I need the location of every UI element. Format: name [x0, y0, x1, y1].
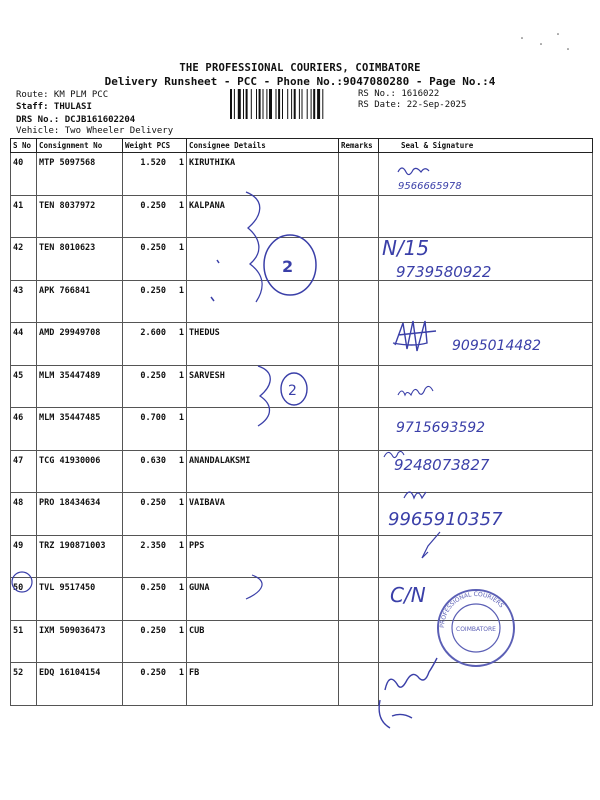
- col-consignment: Consignment No: [37, 139, 123, 153]
- row-consignee: [187, 408, 339, 451]
- table-row: [11, 153, 593, 196]
- col-consignee: Consignee Details: [187, 139, 339, 153]
- barcode-bar: [276, 89, 277, 119]
- row-weight: 2.350: [140, 540, 166, 551]
- row-sno: 43: [11, 280, 37, 323]
- row-consignment-no: EDQ 16104154: [37, 663, 123, 706]
- row-consignee: KALPANA: [187, 195, 339, 238]
- row-pcs: 1: [178, 625, 184, 636]
- row-sno: 42: [11, 238, 37, 281]
- barcode-bar: [259, 89, 261, 119]
- row-remarks: [339, 450, 379, 493]
- row-sno: 49: [11, 535, 37, 578]
- table-row: [11, 365, 593, 408]
- barcode-bar: [256, 89, 257, 119]
- table-row: [11, 578, 593, 621]
- runsheet-table: [10, 138, 593, 706]
- barcode-bar: [278, 89, 280, 119]
- row-sno: 46: [11, 408, 37, 451]
- row-weight: 2.600: [140, 328, 166, 338]
- row-sno: 51: [11, 620, 37, 663]
- barcode-bar: [251, 89, 252, 119]
- row-weight: 0.250: [140, 625, 166, 636]
- row-weight: 0.250: [140, 200, 166, 211]
- row-pcs: 1: [178, 455, 184, 466]
- remark-50: C/N: [390, 583, 426, 607]
- row-sno: 45: [11, 365, 37, 408]
- row-pcs: 1: [178, 540, 184, 551]
- barcode-bar: [269, 89, 272, 119]
- row-seal-signature: [379, 535, 593, 578]
- row-consignee: FB: [187, 663, 339, 706]
- barcode-bar: [266, 89, 267, 119]
- row-consignment-no: MTP 5097568: [37, 153, 123, 196]
- row-remarks: [339, 153, 379, 196]
- barcode-bar: [282, 89, 283, 119]
- speck: [557, 33, 559, 35]
- barcode-bar: [238, 89, 241, 119]
- row-remarks: [339, 493, 379, 536]
- row-pcs: 1: [178, 413, 184, 423]
- row-pcs: 1: [178, 200, 184, 211]
- row-weight-pcs: [123, 663, 187, 706]
- row-pcs: 1: [178, 158, 184, 168]
- col-remarks: Remarks: [339, 139, 379, 153]
- row-consignment-no: TVL 9517450: [37, 578, 123, 621]
- barcode-bar: [302, 89, 303, 119]
- barcode-bar: [243, 89, 244, 119]
- table-row: [11, 620, 593, 663]
- row-consignee: CUB: [187, 620, 339, 663]
- row-remarks: [339, 620, 379, 663]
- barcode-bar: [299, 89, 300, 119]
- row-seal-signature: [379, 323, 593, 366]
- row-remarks: [339, 365, 379, 408]
- row-seal-signature: [379, 450, 593, 493]
- row-consignee: THEDUS: [187, 323, 339, 366]
- row-pcs: 1: [178, 498, 184, 508]
- barcode-bar: [246, 89, 248, 119]
- speck: [521, 37, 523, 39]
- phone-48: 9965910357: [388, 509, 503, 530]
- row-consignee: PPS: [187, 535, 339, 578]
- row-pcs: 1: [178, 285, 184, 296]
- row-seal-signature: [379, 153, 593, 196]
- row-consignment-no: TRZ 190871003: [37, 535, 123, 578]
- row-consignment-no: AMD 29949708: [37, 323, 123, 366]
- row-weight-pcs: [123, 280, 187, 323]
- row-weight-pcs: [123, 535, 187, 578]
- row-weight-pcs: [123, 450, 187, 493]
- rs-date: RS Date: 22-Sep-2025: [358, 100, 467, 110]
- row-sno: 52: [11, 663, 37, 706]
- row-consignee: ANANDALAKSMI: [187, 450, 339, 493]
- phone-47: 9248073827: [394, 456, 490, 474]
- row-sno: 47: [11, 450, 37, 493]
- phone-42: 9739580922: [396, 263, 492, 281]
- row-seal-signature: [379, 408, 593, 451]
- barcode-bar: [291, 89, 292, 119]
- row-sno: 48: [11, 493, 37, 536]
- row-consignee: [187, 280, 339, 323]
- row-seal-signature: [379, 620, 593, 663]
- row-pcs: 1: [178, 243, 184, 253]
- barcode-bar: [307, 89, 308, 119]
- row-consignment-no: MLM 35447489: [37, 365, 123, 408]
- stamp-ring-text: PROFESSIONAL COURIERS: [438, 590, 505, 629]
- row-weight-pcs: [123, 578, 187, 621]
- row-weight: 0.630: [140, 455, 166, 466]
- stamp-center-text: COIMBATORE: [456, 626, 496, 633]
- row-weight-pcs: [123, 408, 187, 451]
- row-consignment-no: PRO 18434634: [37, 493, 123, 536]
- row-consignment-no: TEN 8037972: [37, 195, 123, 238]
- row-weight: 0.700: [140, 413, 166, 423]
- row-weight-pcs: [123, 365, 187, 408]
- row-consignee: VAIBAVA: [187, 493, 339, 536]
- row-sno: 44: [11, 323, 37, 366]
- row-consignment-no: APK 766841: [37, 280, 123, 323]
- col-seal-signature: Seal & Signature: [379, 139, 593, 153]
- circle-number-a: 2: [282, 257, 294, 276]
- runsheet-subtitle: Delivery Runsheet - PCC - Phone No.:9047080280 - Page No.:4: [104, 75, 496, 88]
- table-header-row: [11, 139, 593, 153]
- row-weight: 0.250: [140, 370, 166, 381]
- row-seal-signature: [379, 493, 593, 536]
- row-remarks: [339, 663, 379, 706]
- row-pcs: 1: [178, 668, 184, 678]
- vehicle-label: Vehicle: Two Wheeler Delivery: [16, 126, 174, 136]
- row-remarks: [339, 535, 379, 578]
- speck: [567, 48, 569, 50]
- row-sno: 40: [11, 153, 37, 196]
- row-consignment-no: TCG 41930006: [37, 450, 123, 493]
- row-seal-signature: [379, 578, 593, 621]
- rs-number: RS No.: 1616022: [358, 89, 440, 99]
- speck: [540, 43, 542, 45]
- company-title: THE PROFESSIONAL COURIERS, COIMBATORE: [179, 62, 421, 74]
- row-weight: 0.250: [140, 498, 166, 508]
- row-weight: 1.520: [140, 158, 166, 168]
- table-row: [11, 408, 593, 451]
- barcode-bar: [294, 89, 296, 119]
- row-remarks: [339, 578, 379, 621]
- col-sno: S No: [11, 139, 37, 153]
- row-seal-signature: [379, 238, 593, 281]
- row-weight-pcs: [123, 195, 187, 238]
- table-row: [11, 493, 593, 536]
- barcode-bar: [317, 89, 320, 119]
- row-weight-pcs: [123, 323, 187, 366]
- barcode-bar: [263, 89, 264, 119]
- row-consignee: SARVESH: [187, 365, 339, 408]
- barcode-bar: [230, 89, 232, 119]
- phone-40: 9566665978: [398, 181, 462, 192]
- row-sno: 50: [11, 578, 37, 621]
- barcode-bar: [322, 89, 323, 119]
- barcode-bar: [313, 89, 315, 119]
- route-label: Route: KM PLM PCC: [16, 90, 109, 100]
- row-weight: 0.250: [140, 583, 166, 593]
- row-sno: 41: [11, 195, 37, 238]
- row-consignee: GUNA: [187, 578, 339, 621]
- table-row: [11, 450, 593, 493]
- row-consignment-no: MLM 35447485: [37, 408, 123, 451]
- circle-number-b: 2: [288, 383, 297, 399]
- row-consignment-no: TEN 8010623: [37, 238, 123, 281]
- row-consignee: KIRUTHIKA: [187, 153, 339, 196]
- table-row: [11, 238, 593, 281]
- table-row: [11, 280, 593, 323]
- phone-46: 9715693592: [396, 420, 486, 436]
- row-weight-pcs: [123, 620, 187, 663]
- row-consignment-no: IXM 509036473: [37, 620, 123, 663]
- table-row: [11, 535, 593, 578]
- row-remarks: [339, 323, 379, 366]
- row-remarks: [339, 238, 379, 281]
- staff-label: Staff: THULASI: [16, 102, 92, 112]
- row-pcs: 1: [178, 328, 184, 338]
- row-weight-pcs: [123, 238, 187, 281]
- row-remarks: [339, 280, 379, 323]
- barcode-bar: [311, 89, 312, 119]
- row-pcs: 1: [178, 370, 184, 381]
- row-weight: 0.250: [140, 243, 166, 253]
- remark-42: N/15: [382, 236, 430, 260]
- barcode: [230, 89, 355, 119]
- barcode-bar: [234, 89, 235, 119]
- row-weight-pcs: [123, 153, 187, 196]
- col-weight-pcs: Weight PCS: [123, 139, 187, 153]
- row-consignee: [187, 238, 339, 281]
- row-remarks: [339, 408, 379, 451]
- row-remarks: [339, 195, 379, 238]
- table-row: [11, 663, 593, 706]
- row-seal-signature: [379, 365, 593, 408]
- table-row: [11, 323, 593, 366]
- row-pcs: 1: [178, 583, 184, 593]
- row-seal-signature: [379, 280, 593, 323]
- row-weight-pcs: [123, 493, 187, 536]
- phone-44: 9095014482: [452, 338, 542, 354]
- row-weight: 0.250: [140, 668, 166, 678]
- barcode-bar: [287, 89, 288, 119]
- table-row: [11, 195, 593, 238]
- row-weight: 0.250: [140, 285, 166, 296]
- drs-label: DRS No.: DCJB161602204: [16, 115, 136, 125]
- row-seal-signature: [379, 195, 593, 238]
- row-seal-signature: [379, 663, 593, 706]
